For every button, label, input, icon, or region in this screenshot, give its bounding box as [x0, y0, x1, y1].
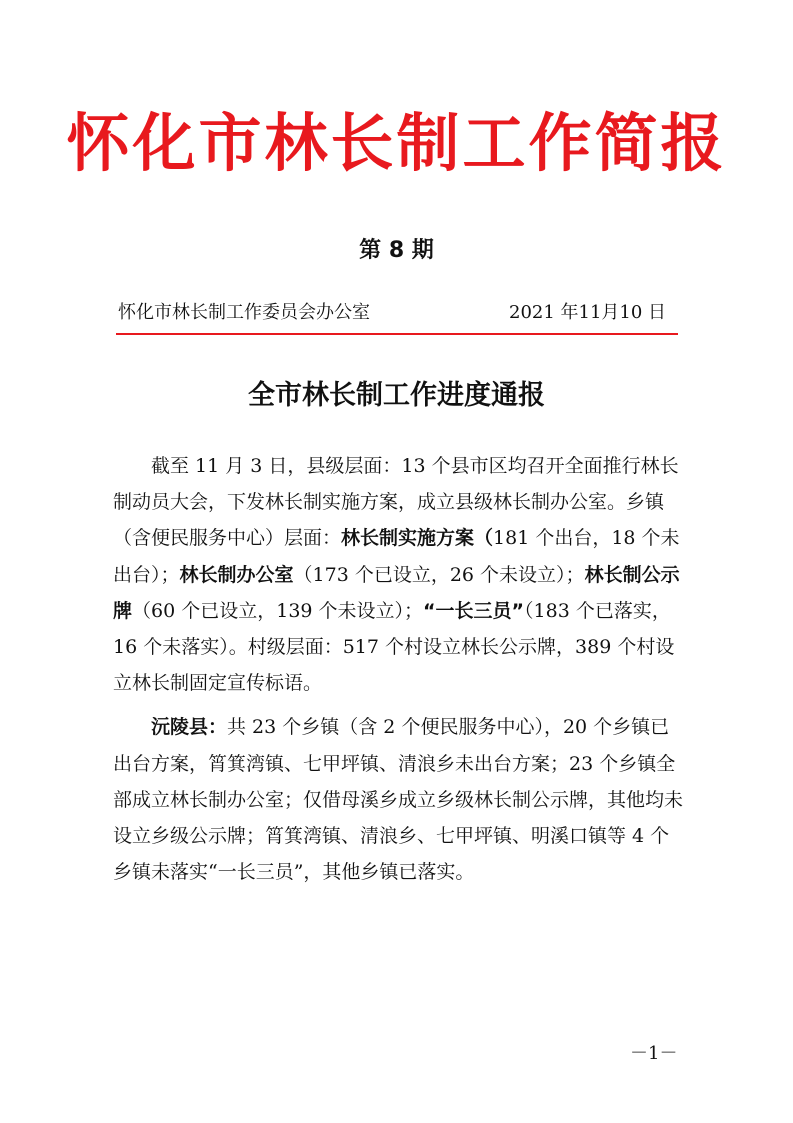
issue-number: 第 8 期 [359, 238, 434, 263]
paragraph-yuanling [113, 709, 685, 890]
text-segment: 共 23 个乡镇（含 2 个便民服务中心），20 个乡镇已出台方案，筲箕湾镇、七甲坪镇、清浪乡未出台方案；23 个乡镇全部成立林长制办公室；仅借母溪乡成立乡级林长制公示牌，其他均未设立乡级公示牌；筲箕湾镇、清浪乡、七甲坪镇、明溪口镇等 4 个乡镇未落实“一长三员”，其他乡镇已落实。 [113, 716, 684, 884]
paragraph-overview [113, 448, 685, 701]
masthead-title: 怀化市林长制工作简报 [66, 106, 727, 180]
issuing-office: 怀化市林长制工作委员会办公室 [118, 302, 370, 323]
text-segment: 181 个出台，18 个未出台）； [113, 527, 680, 586]
text-segment: （173 个已设立，26 个未设立）； [293, 563, 585, 586]
page-number: －1－ [630, 1043, 678, 1064]
bold-segment: 林长制实施方案（ [341, 527, 494, 550]
text-segment: （60 个已设立，139 个未设立）； [132, 599, 424, 622]
bold-segment: “一长三员” [423, 599, 525, 622]
document-body [113, 448, 685, 890]
bold-segment: 沅陵县： [151, 716, 228, 739]
bold-segment: 林长制公示牌 [113, 563, 680, 622]
bold-segment: 林长制办公室 [179, 563, 294, 586]
issue-date: 2021 年11月10 日 [509, 302, 667, 323]
document-title: 全市林长制工作进度通报 [248, 380, 545, 411]
text-segment: （183 个已落实，16 个未落实）。村级层面：517 个村设立林长公示牌，389 个村设立林长制固定宣传标语。 [113, 599, 675, 695]
red-divider [116, 333, 678, 335]
text-segment: 截至 11 月 3 日，县级层面：13 个县市区均召开全面推行林长制动员大会，下发林长制实施方案，成立县级林长制办公室。乡镇（含便民服务中心）层面： [113, 455, 679, 550]
